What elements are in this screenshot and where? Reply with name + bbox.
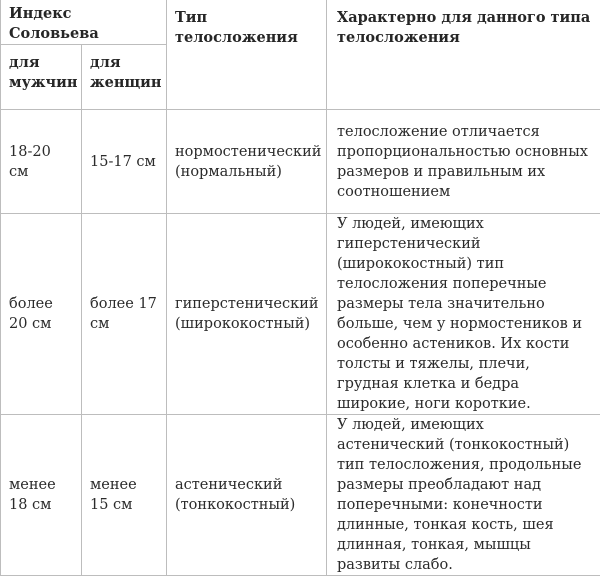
header-row-top	[1, 0, 600, 45]
description-value: телосложение отличается пропорциональностью основных размеров и правильным их соотношением	[327, 110, 600, 214]
description-value: У людей, имеющих астенический (тонкокостный) тип телосложения, продольные размеры преобладают над поперечными: конечности длинные, тонкая кость, шея длинная, тонкая, мышцы развиты слабо.	[327, 415, 600, 576]
body-type-value: астенический (тонкокостный)	[167, 415, 327, 576]
table-row-hypersthenic	[1, 214, 600, 415]
body-type-value: гиперстенический (ширококостный)	[167, 214, 327, 415]
men-value: более 20 см	[1, 214, 82, 415]
men-header: для мужчин	[1, 45, 82, 110]
characteristic-header: Характерно для данного типа телосложения	[327, 0, 600, 110]
table-body	[1, 110, 600, 576]
women-value: более 17 см	[82, 214, 167, 415]
women-header: для женщин	[82, 45, 167, 110]
body-type-header: Тип телосложения	[167, 0, 327, 110]
women-value: менее 15 см	[82, 415, 167, 576]
men-value: менее 18 см	[1, 415, 82, 576]
solovyov-index-header: Индекс Соловьева	[1, 0, 167, 45]
women-value: 15-17 см	[82, 110, 167, 214]
table-header	[1, 0, 600, 110]
table-row-asthenic	[1, 415, 600, 576]
table-row-normosthenic	[1, 110, 600, 214]
description-value: У людей, имеющих гиперстенический (ширококостный) тип телосложения поперечные размеры тела значительно больше, чем у нормостеников и особенно астеников. Их кости толсты и тяжелы, плечи, грудная клетка и бедра широкие, ноги короткие.	[327, 214, 600, 415]
body-type-value: нормостенический (нормальный)	[167, 110, 327, 214]
men-value: 18-20 см	[1, 110, 82, 214]
